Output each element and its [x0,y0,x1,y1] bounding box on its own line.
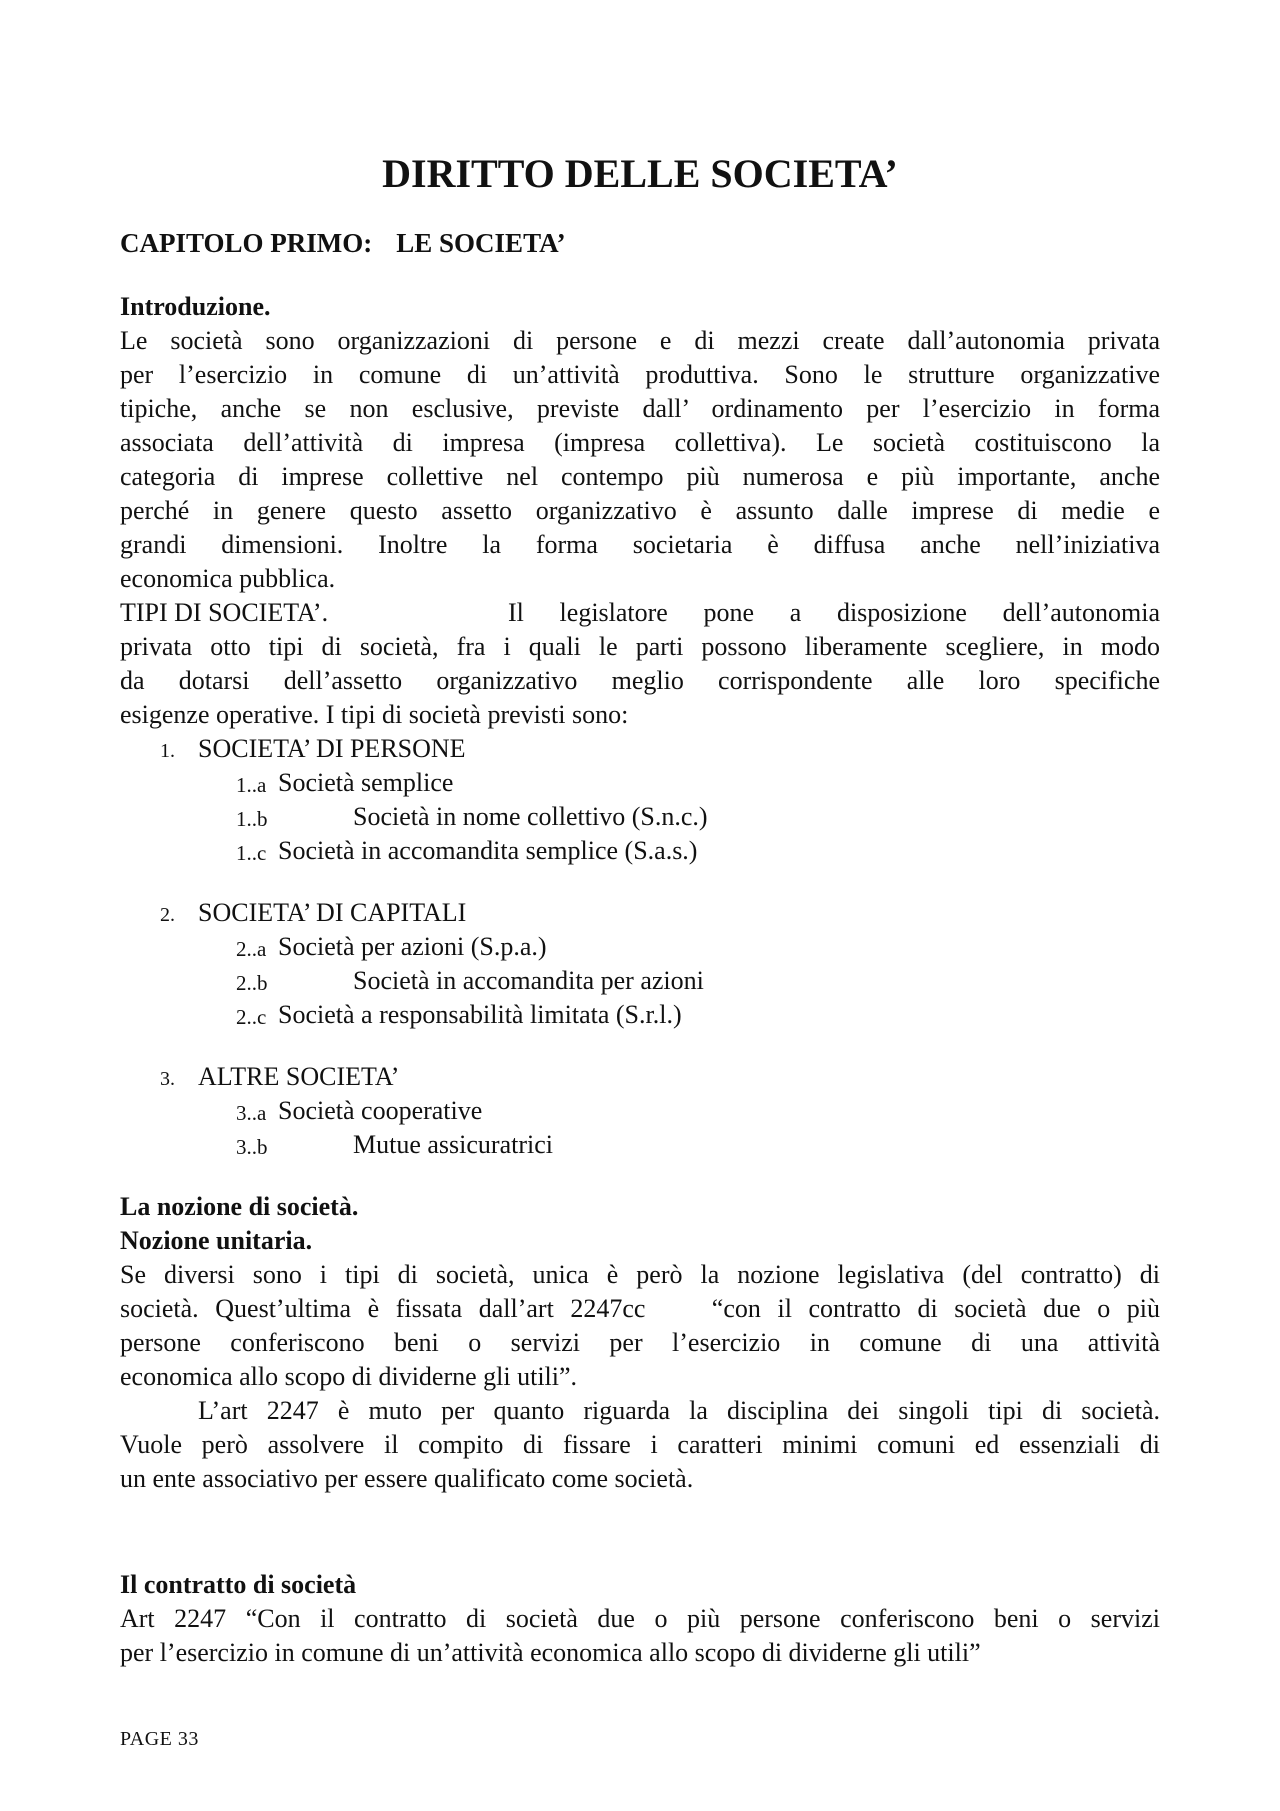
page-label: PAGE [120,1728,173,1750]
subitem-number: 3..a [236,1101,267,1125]
subitem-label: Società in accomandita per azioni [353,966,704,995]
tipi-heading: TIPI DI SOCIETA’. [120,598,329,627]
intro-line: economica pubblica. [120,564,336,593]
subitem-label: Società semplice [278,768,454,797]
list-number: 2. [160,904,175,926]
nozione-line: Vuole però assolvere il compito di fissare i caratteri minimi comuni ed essenziali di [120,1430,1160,1459]
list-subitem [120,766,1160,800]
list-subitem [120,800,1160,834]
intro-line: associata dell’attività di impresa (impresa collettiva). Le società costituiscono la [120,428,1160,457]
contratto-heading: Il contratto di società [120,1570,357,1599]
intro-line: grandi dimensioni. Inoltre la forma societaria è diffusa anche nell’iniziativa [120,530,1160,559]
list-number: 3. [160,1068,175,1090]
list-subitem [120,1128,1160,1162]
subitem-number: 1..c [236,841,267,865]
intro-section [120,290,1160,1496]
subitem-number: 2..c [236,1005,267,1029]
document-title: DIRITTO DELLE SOCIETA’ [382,151,898,196]
list-subitem [120,964,1160,998]
intro-line: per l’esercizio in comune di un’attività produttiva. Sono le strutture organizzative [120,360,1160,389]
list-subitem [120,834,1160,868]
subitem-number: 2..b [236,971,268,995]
subitem-label: Società per azioni (S.p.a.) [278,932,547,961]
list-label: SOCIETA’ DI PERSONE [198,734,466,763]
nozione-line: persone conferiscono beni o servizi per l’esercizio in comune di una attività [120,1328,1160,1357]
nozione-line: società. Quest’ultima è fissata dall’art 2247cc “con il contratto di società due o più [120,1294,1160,1323]
chapter-name: LE SOCIETA’ [396,228,566,258]
nozione-line: economica allo scopo di dividerne gli utili”. [120,1362,578,1391]
intro-line: categoria di imprese collettive nel contempo più numerosa e più importante, anche [120,462,1160,491]
list-number: 1. [160,740,175,762]
nozione-line: Se diversi sono i tipi di società, unica è però la nozione legislativa (del contratto) di [120,1260,1160,1289]
subitem-number: 2..a [236,937,267,961]
chapter-label: CAPITOLO PRIMO: [120,228,373,258]
list-subitem [120,930,1160,964]
contratto-line: Art 2247 “Con il contratto di società due o più persone conferiscono beni o servizi [120,1604,1160,1633]
subitem-label: Società a responsabilità limitata (S.r.l.) [278,1000,682,1029]
list-item-group [120,896,1160,930]
intro-line: perché in genere questo assetto organizzativo è assunto dalle imprese di medie e [120,496,1160,525]
page-footer [120,1728,199,1751]
page-number: 33 [177,1728,199,1750]
list-label: ALTRE SOCIETA’ [198,1062,400,1091]
subitem-number: 1..b [236,807,268,831]
subitem-label: Società in accomandita semplice (S.a.s.) [278,836,698,865]
intro-line: Le società sono organizzazioni di persone e di mezzi create dall’autonomia privata [120,326,1160,355]
list-subitem [120,998,1160,1032]
subitem-number: 3..b [236,1135,268,1159]
subitem-label: Società cooperative [278,1096,483,1125]
contratto-line: per l’esercizio in comune di un’attività economica allo scopo di dividerne gli utili” [120,1638,981,1667]
tipi-line: da dotarsi dell’assetto organizzativo meglio corrispondente alle loro specifiche [120,666,1160,695]
tipi-line: privata otto tipi di società, fra i quali le parti possono liberamente scegliere, in modo [120,632,1160,661]
tipi-first-line [120,596,1160,630]
subitem-label: Mutue assicuratrici [353,1130,553,1159]
tipi-intro-text: Il legislatore pone a disposizione dell’autonomia [508,598,1160,627]
nozione-line: un ente associativo per essere qualificato come società. [120,1464,694,1493]
subitem-label: Società in nome collettivo (S.n.c.) [353,802,708,831]
nozione-line: L’art 2247 è muto per quanto riguarda la disciplina dei singoli tipi di società. [198,1396,1160,1425]
list-item-group [120,732,1160,766]
tipi-line: esigenze operative. I tipi di società previsti sono: [120,700,629,729]
intro-heading: Introduzione. [120,292,271,321]
intro-line: tipiche, anche se non esclusive, previste dall’ ordinamento per l’esercizio in forma [120,394,1160,423]
list-subitem [120,1094,1160,1128]
list-label: SOCIETA’ DI CAPITALI [198,898,467,927]
contratto-section [120,1568,1160,1670]
list-item-group [120,1060,1160,1094]
subitem-number: 1..a [236,773,267,797]
nozione-heading: La nozione di società. [120,1192,359,1221]
nozione-subheading: Nozione unitaria. [120,1226,313,1255]
chapter-heading [120,228,566,259]
